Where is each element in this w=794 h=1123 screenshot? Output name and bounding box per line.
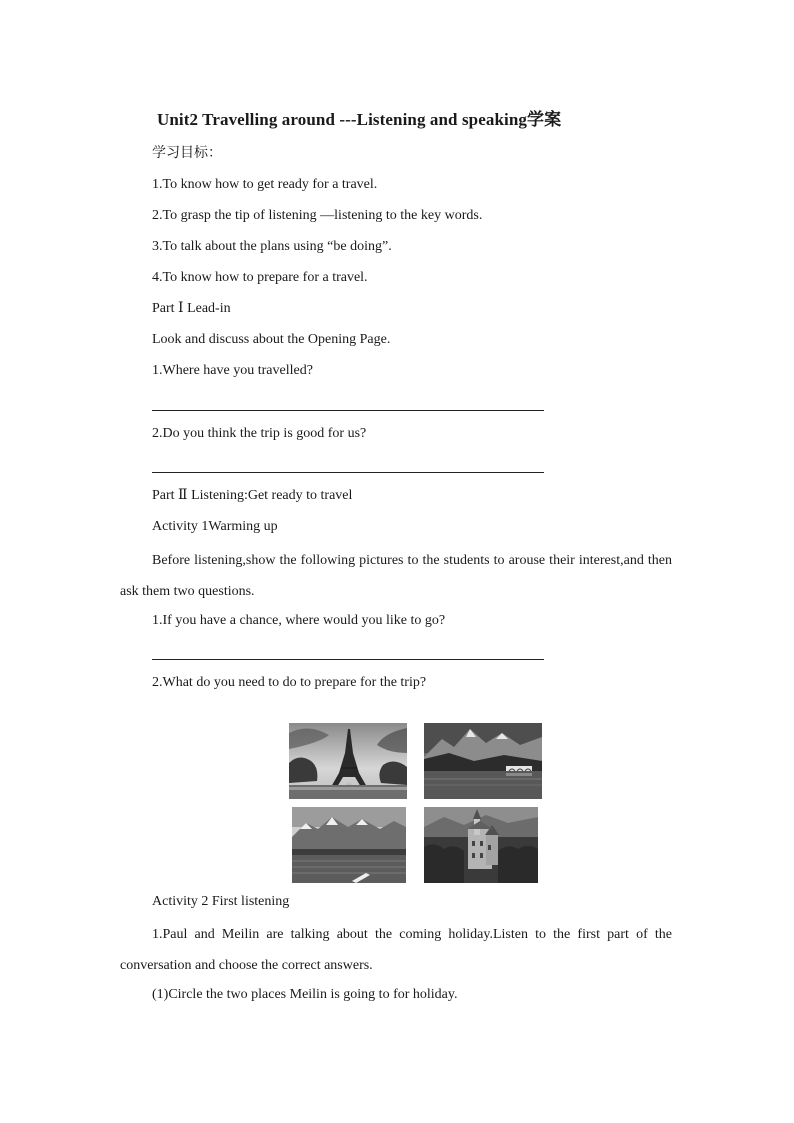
answer-line[interactable] xyxy=(152,659,544,660)
castle-forest-photo xyxy=(424,807,542,883)
snowy-mountain-lake-photo xyxy=(292,807,410,883)
objective-item: 1.To know how to get ready for a travel. xyxy=(152,177,378,192)
activity2-subquestion: (1)Circle the two places Meilin is going to for holiday. xyxy=(152,987,458,1002)
activity2-heading: Activity 2 First listening xyxy=(152,894,290,909)
part1-intro: Look and discuss about the Opening Page. xyxy=(152,332,391,347)
part1-question: 2.Do you think the trip is good for us? xyxy=(152,426,367,441)
page-title: Unit2 Travelling around ---Listening and speaking学案 xyxy=(157,110,562,129)
answer-line[interactable] xyxy=(152,410,544,411)
activity1-instructions: Before listening,show the following pictures to the students to arouse their interest,and then ask them two questions. xyxy=(120,553,672,599)
part1-question: 1.Where have you travelled? xyxy=(152,363,313,378)
activity2-instructions: 1.Paul and Meilin are talking about the coming holiday.Listen to the first part of the conversation and choose the correct answers. xyxy=(120,927,672,973)
part2-heading: Part Ⅱ Listening:Get ready to travel xyxy=(152,488,353,503)
part1-heading: Part Ⅰ Lead-in xyxy=(152,301,231,316)
objective-item: 3.To talk about the plans using “be doing”. xyxy=(152,239,392,254)
part2-question: 1.If you have a chance, where would you like to go? xyxy=(152,613,446,628)
part2-question: 2.What do you need to do to prepare for the trip? xyxy=(152,675,427,690)
objective-item: 2.To grasp the tip of listening —listening to the key words. xyxy=(152,208,483,223)
objectives-heading: 学习目标： xyxy=(152,146,222,161)
objective-item: 4.To know how to prepare for a travel. xyxy=(152,270,368,285)
answer-line[interactable] xyxy=(152,472,544,473)
eiffel-tower-photo xyxy=(289,723,407,799)
activity1-heading: Activity 1Warming up xyxy=(152,519,278,534)
mountain-lake-bridge-photo xyxy=(424,723,542,799)
